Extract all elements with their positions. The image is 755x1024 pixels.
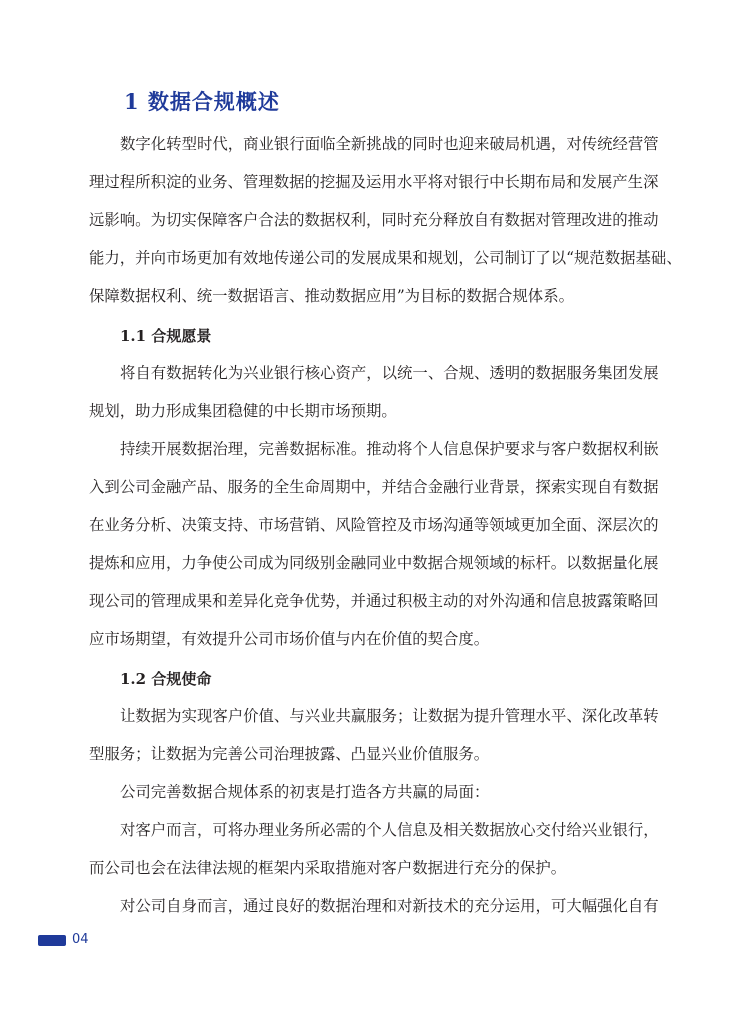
paragraph-line: 持续开展数据治理，完善数据标准。推动将个人信息保护要求与客户数据权利嵌 [120,440,659,458]
paragraph-line: 对客户而言，可将办理业务所必需的个人信息及相关数据放心交付给兴业银行， [120,821,659,839]
subsection-title-vision: 1.1 合规愿景 [120,327,212,345]
paragraph-line: 理过程所积淀的业务、管理数据的挖掘及运用水平将对银行中长期布局和发展产生深 [89,173,659,191]
paragraph-line: 应市场期望，有效提升公司市场价值与内在价值的契合度。 [89,630,490,648]
paragraph-line: 而公司也会在法律法规的框架内采取措施对客户数据进行充分的保护。 [89,859,567,877]
paragraph-line: 数字化转型时代，商业银行面临全新挑战的同时也迎来破局机遇，对传统经营管 [120,135,659,153]
paragraph-line: 提炼和应用，力争使公司成为同级别金融同业中数据合规领域的标杆。以数据量化展 [89,554,659,572]
paragraph-line: 公司完善数据合规体系的初衷是打造各方共赢的局面： [120,783,490,801]
paragraph-line: 在业务分析、决策支持、市场营销、风险管控及市场沟通等领域更加全面、深层次的 [89,516,659,534]
paragraph-line: 规划，助力形成集团稳健的中长期市场预期。 [89,402,397,420]
paragraph-line: 远影响。为切实保障客户合法的数据权利，同时充分释放自有数据对管理改进的推动 [89,211,659,229]
paragraph-line: 入到公司金融产品、服务的全生命周期中，并结合金融行业背景，探索实现自有数据 [89,478,659,496]
page-number: 04 [72,932,89,947]
paragraph-line: 型服务；让数据为完善公司治理披露、凸显兴业价值服务。 [89,745,490,763]
subsection-title-mission: 1.2 合规使命 [120,670,212,688]
paragraph-line: 让数据为实现客户价值、与兴业共赢服务；让数据为提升管理水平、深化改革转 [120,707,659,725]
paragraph-line: 现公司的管理成果和差异化竞争优势，并通过积极主动的对外沟通和信息披露策略回 [89,592,659,610]
paragraph-line: 对公司自身而言，通过良好的数据治理和对新技术的充分运用，可大幅强化自有 [120,897,659,915]
paragraph-line: 保障数据权利、统一数据语言、推动数据应用”为目标的数据合规体系。 [89,287,574,305]
paragraph-line: 能力，并向市场更加有效地传递公司的发展成果和规划，公司制订了以“规范数据基础、 [89,249,682,267]
paragraph-line: 将自有数据转化为兴业银行核心资产，以统一、合规、透明的数据服务集团发展 [120,364,659,382]
section-title: 1 数据合规概述 [124,89,280,114]
page-marker-bar [38,935,66,946]
